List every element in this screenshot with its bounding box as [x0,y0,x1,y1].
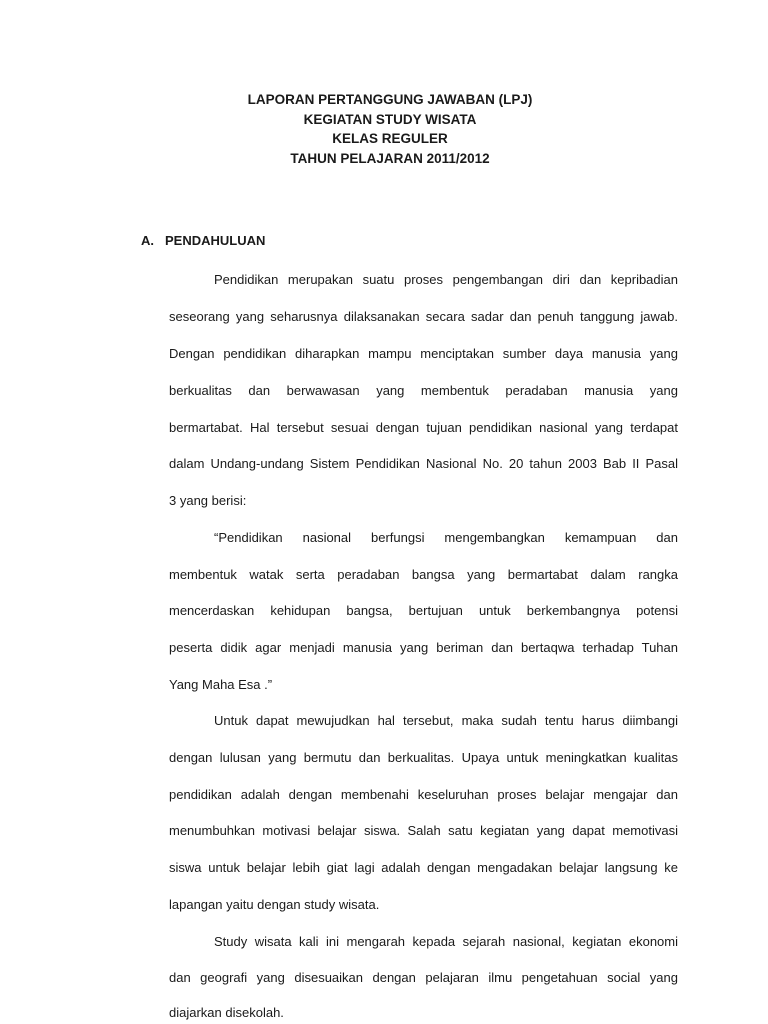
paragraph-line: lapangan yaitu dengan study wisata. [169,897,380,912]
paragraph-line: 3 yang berisi: [169,493,247,508]
title-line: TAHUN PELAJARAN 2011/2012 [290,150,490,166]
section-title: PENDAHULUAN [165,233,266,248]
paragraph-line: dalam Undang-undang Sistem Pendidikan Nasional No. 20 tahun 2003 Bab II Pasal [169,456,678,471]
paragraph-line: Pendidikan merupakan suatu proses pengembangan diri dan kepribadian [214,272,678,287]
paragraph-line: seseorang yang seharusnya dilaksanakan secara sadar dan penuh tanggung jawab. [169,309,678,324]
paragraph-line: pendidikan adalah dengan membenahi keseluruhan proses belajar mengajar dan [169,787,678,802]
paragraph-line: Untuk dapat mewujudkan hal tersebut, maka sudah tentu harus diimbangi [214,713,678,728]
quote-line: mencerdaskan kehidupan bangsa, bertujuan untuk berkembangnya potensi [169,603,678,618]
document-title [0,90,768,168]
paragraph-line: berkualitas dan berwawasan yang membentuk peradaban manusia yang [169,383,678,398]
paragraph-line: dengan lulusan yang bermutu dan berkualitas. Upaya untuk meningkatkan kualitas [169,750,678,765]
paragraph-line: diajarkan disekolah. [169,1005,284,1020]
paragraph-line: Dengan pendidikan diharapkan mampu menciptakan sumber daya manusia yang [169,346,678,361]
paragraph-line: menumbuhkan motivasi belajar siswa. Salah satu kegiatan yang dapat memotivasi [169,823,678,838]
title-line: LAPORAN PERTANGGUNG JAWABAN (LPJ) [247,92,533,107]
section-heading [141,233,265,248]
paragraph-line: Study wisata kali ini mengarah kepada sejarah nasional, kegiatan ekonomi [214,934,678,949]
title-line: KELAS REGULER [332,131,448,146]
title-line: KEGIATAN STUDY WISATA [303,111,477,127]
section-letter: A. [141,233,154,248]
paragraph-line: dan geografi yang disesuaikan dengan pelajaran ilmu pengetahuan social yang [169,970,678,985]
quote-line: Yang Maha Esa .” [169,677,273,692]
quote-line: peserta didik agar menjadi manusia yang beriman dan bertaqwa terhadap Tuhan [169,640,678,655]
paragraph-line: bermartabat. Hal tersebut sesuai dengan tujuan pendidikan nasional yang terdapat [169,420,678,435]
paragraph-line: siswa untuk belajar lebih giat lagi adalah dengan mengadakan belajar langsung ke [169,860,678,875]
quote-line: “Pendidikan nasional berfungsi mengembangkan kemampuan dan [214,530,678,545]
quote-line: membentuk watak serta peradaban bangsa yang bermartabat dalam rangka [169,567,678,582]
